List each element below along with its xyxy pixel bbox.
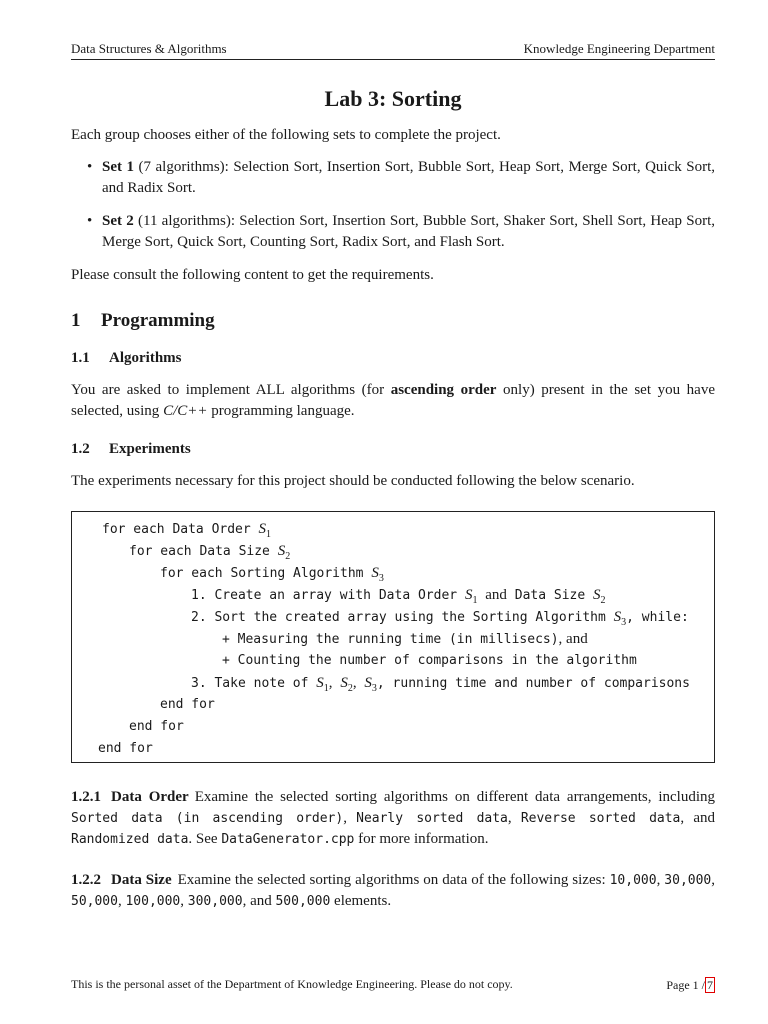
math-var [258, 521, 272, 540]
subscript: 1 [323, 683, 329, 694]
section-number: 1.2.2 [71, 872, 101, 888]
intro-paragraph: Each group chooses either of the following sets to complete the project. [71, 127, 501, 143]
code-line [191, 674, 690, 698]
list-item [71, 211, 715, 253]
bullet-icon: • [87, 159, 93, 175]
code-term: Nearly sorted data [356, 811, 508, 826]
section-title: Programming [101, 310, 215, 331]
section-title: Algorithms [109, 350, 182, 366]
document-page [71, 0, 715, 1024]
bullet-icon: • [87, 213, 93, 229]
section-number: 1.1 [71, 350, 90, 366]
pseudocode-box [71, 511, 715, 763]
section-title: Data Size [111, 872, 172, 888]
math-var [593, 587, 606, 606]
code-text: , running time and number of comparisons [376, 676, 690, 691]
data-order-paragraph [71, 787, 715, 850]
header-department: Knowledge Engineering Department [523, 41, 715, 56]
size-value: 10,000 [609, 873, 657, 888]
text-run: , [656, 872, 665, 888]
text-run: , and [680, 810, 715, 826]
document-title: Lab 3: Sorting [324, 86, 462, 111]
var: S [340, 675, 348, 691]
section-title: Experiments [109, 441, 191, 457]
code-line [191, 586, 606, 610]
code-text: , [328, 675, 333, 691]
subsubsection-heading [71, 872, 172, 888]
language-name: C/C++ [163, 403, 208, 419]
subsubsection-heading [71, 789, 189, 805]
code-text: + Counting the number of comparisons in the algorithm [222, 653, 637, 668]
math-var [340, 675, 353, 694]
var: S [316, 675, 324, 691]
code-line [191, 608, 689, 632]
code-text: Data Size [514, 588, 586, 603]
code-text: and [485, 587, 507, 603]
code-term: Randomized data [71, 832, 189, 847]
text-run: elements. [330, 893, 392, 909]
set-label: Set 1 [102, 159, 134, 175]
var: S [593, 587, 601, 603]
size-value: 300,000 [187, 894, 243, 909]
code-text: , while: [626, 610, 689, 625]
set-description: (11 algorithms): Selection Sort, Insertion Sort, Bubble Sort, Shaker Sort, Shell Sort, Heap Sort, Merge Sort, Quick Sort, Counting Sort, Radix Sort, and Flash Sort. [102, 213, 716, 250]
var: S [364, 675, 372, 691]
size-value: 100,000 [125, 894, 181, 909]
code-line [222, 652, 637, 670]
code-term: Sorted data (in ascending order) [71, 811, 344, 826]
experiments-paragraph: The experiments necessary for this project should be conducted following the below scenario. [71, 473, 635, 489]
code-text: , and [558, 631, 588, 647]
code-term: Reverse sorted data [520, 811, 681, 826]
sets-list [71, 157, 715, 265]
var: S [277, 543, 286, 559]
subscript: 3 [621, 617, 627, 628]
algorithms-paragraph [71, 380, 715, 422]
code-text: 1. Create an array with Data Order [191, 588, 458, 603]
text-run: , [242, 893, 251, 909]
data-size-paragraph [71, 870, 715, 912]
size-value: 30,000 [664, 873, 712, 888]
text-run: , [343, 810, 357, 826]
code-line [102, 520, 271, 544]
code-text: for each Data Size [129, 544, 270, 559]
list-item [71, 157, 715, 199]
text-run: programming language. [207, 403, 355, 419]
text-run: , [180, 893, 188, 909]
code-line: end for [98, 741, 153, 756]
var: S [464, 587, 473, 603]
math-var [364, 675, 377, 694]
text-run: You are asked to implement ALL algorithms (for [71, 382, 391, 398]
code-line [129, 542, 290, 566]
section-heading-programming [71, 310, 215, 332]
text-run: for more information. [354, 831, 489, 847]
emphasis-text: ascending order [390, 382, 497, 398]
var: S [371, 565, 379, 581]
subsection-heading-algorithms [71, 350, 182, 367]
section-number: 1.2.1 [71, 789, 101, 805]
text-run: Examine the selected sorting algorithms on different data arrangements, including [194, 789, 715, 805]
var: S [258, 521, 267, 537]
var: S [613, 609, 622, 625]
code-text: for each Sorting Algorithm [160, 566, 364, 581]
page-number [666, 977, 715, 993]
code-line: end for [129, 719, 184, 734]
subscript: 3 [378, 573, 384, 584]
code-line [160, 564, 384, 588]
section-number: 1.2 [71, 441, 90, 457]
text-run: only) present in the set you have selected, using [71, 382, 715, 419]
code-text: 2. Sort the created array using the Sorting Algorithm [191, 610, 606, 625]
math-var [316, 675, 329, 694]
set-description: (7 algorithms): Selection Sort, Insertion Sort, Bubble Sort, Heap Sort, Merge Sort, Quick Sort, and Radix Sort. [102, 159, 715, 196]
code-line: end for [160, 697, 215, 712]
text-run: , [117, 893, 126, 909]
code-text: 3. Take note of [191, 676, 309, 691]
subscript: 2 [285, 551, 291, 562]
code-text: + Measuring the running time (in millisecs) [222, 632, 559, 647]
subscript: 2 [347, 683, 353, 694]
text-run: . See [188, 831, 222, 847]
subsection-heading-experiments [71, 441, 191, 458]
math-var [371, 565, 384, 584]
size-value: 500,000 [275, 894, 331, 909]
header-course: Data Structures & Algorithms [71, 41, 227, 56]
size-value: 50,000 [71, 894, 118, 909]
total-pages-link[interactable]: 7 [707, 978, 713, 992]
text-run: Examine the selected sorting algorithms on data of the following sizes: [177, 872, 610, 888]
page-header [71, 41, 715, 60]
code-text: for each Data Order [102, 522, 251, 537]
subscript: 1 [266, 529, 272, 540]
math-var [277, 543, 291, 562]
math-var [613, 609, 627, 628]
page-prefix: Page 1 / [666, 978, 705, 992]
math-var [464, 587, 478, 606]
copyright-notice: This is the personal asset of the Department of Knowledge Engineering. Please do not copy. [71, 977, 513, 991]
code-term: DataGenerator.cpp [221, 832, 355, 847]
section-number: 1 [71, 310, 81, 331]
subscript: 2 [600, 595, 606, 606]
code-line [222, 630, 588, 649]
consult-paragraph: Please consult the following content to get the requirements. [71, 267, 434, 283]
section-title: Data Order [111, 789, 189, 805]
subscript: 3 [371, 683, 377, 694]
text-run: and [250, 893, 276, 909]
text-run: , [711, 872, 716, 888]
code-text: , [352, 675, 357, 691]
subscript: 1 [472, 595, 478, 606]
set-label: Set 2 [102, 213, 134, 229]
text-run: , [507, 810, 521, 826]
